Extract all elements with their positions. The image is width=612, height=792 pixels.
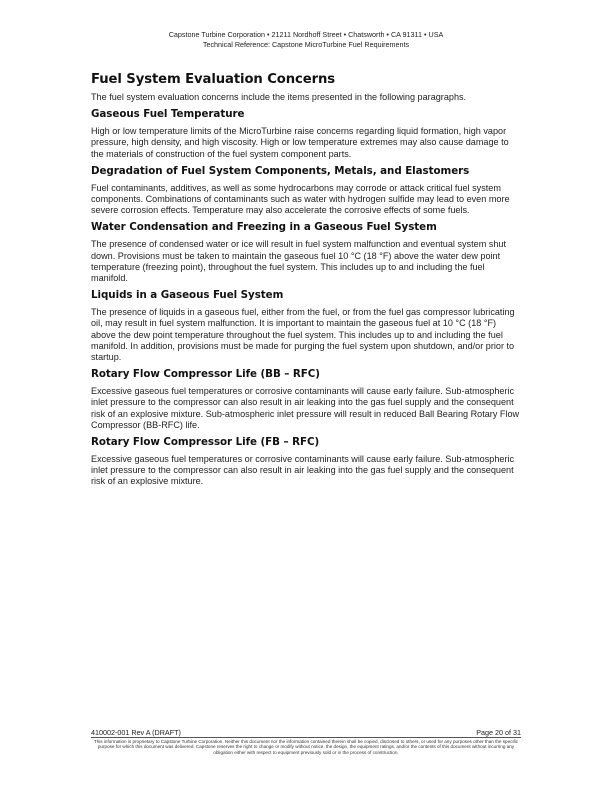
section-heading-rfc-bb: Rotary Flow Compressor Life (BB – RFC) <box>91 368 320 381</box>
footer-disclaimer: This information is proprietary to Capstone Turbine Corporation. Neither this document nor the information contained therein shall be copied, disclosed to others, or used for any purposes other than the specific purpose for which this document was delivered. Capstone reserves the right to change or modify without notice, the design, the equipment ratings, and/or the contents of this document without incurring any obligation either with respect to equipment previously sold or in the process of construction. <box>93 739 519 755</box>
section-body-gaseous-fuel-temperature: High or low temperature limits of the MicroTurbine raise concerns regarding liquid formation, high vapor pressure, high density, and high viscosity. High or low temperature extremes may also cause damage to the materials of construction of the fuel system component parts. <box>91 126 509 159</box>
section-heading-liquids: Liquids in a Gaseous Fuel System <box>91 289 284 302</box>
section-heading-water-condensation: Water Condensation and Freezing in a Gaseous Fuel System <box>91 221 437 234</box>
section-body-rfc-fb: Excessive gaseous fuel temperatures or corrosive contaminants will cause early failure. Sub-atmospheric inlet pressure to the compressor can also result in air leaking into the gas fuel supply and the consequent risk of an explosive mixture. <box>91 454 515 487</box>
footer-page-number: Page 20 of 31 <box>476 728 521 737</box>
document-body <box>91 72 521 493</box>
section-heading-gaseous-fuel-temperature: Gaseous Fuel Temperature <box>91 108 245 121</box>
section-body-liquids: The presence of liquids in a gaseous fuel, either from the fuel, or from the fuel gas compressor lubricating oil, may result in fuel system malfunction. It is important to maintain the gaseous fuel at 10 °C (18 °F) above the dew point temperature throughout the fuel system. This includes up to and including the fuel manifold. In addition, provisions must be made for purging the fuel system upon shutdown, and/or prior to startup. <box>91 307 515 363</box>
section-heading-rfc-fb: Rotary Flow Compressor Life (FB – RFC) <box>91 436 320 449</box>
header-reference-line: Technical Reference: Capstone MicroTurbine Fuel Requirements <box>202 40 410 49</box>
page-header <box>0 30 612 50</box>
section-body-water-condensation: The presence of condensed water or ice will result in fuel system malfunction and eventual system shut down. Provisions must be taken to maintain the gaseous fuel 10 °C (18 °F) above the water dew point temperature (freezing point), throughout the fuel system. This includes up to and including the fuel manifold. <box>91 239 506 284</box>
section-body-degradation: Fuel contaminants, additives, as well as some hydrocarbons may corrode or attack critical fuel system components. Combinations of contaminants such as water with hydrogen sulfide may lead to even more severe corrosion effects. Temperature may also accelerate the corrosive effects of some fuels. <box>91 182 510 216</box>
header-company-line: Capstone Turbine Corporation • 21211 Nordhoff Street • Chatsworth • CA 91311 • USA <box>168 30 444 39</box>
page-title: Fuel System Evaluation Concerns <box>91 72 336 87</box>
section-heading-degradation: Degradation of Fuel System Components, Metals, and Elastomers <box>91 164 470 177</box>
intro-paragraph: The fuel system evaluation concerns include the items presented in the following paragraphs. <box>91 92 467 102</box>
section-body-rfc-bb: Excessive gaseous fuel temperatures or corrosive contaminants will cause early failure. Sub-atmospheric inlet pressure to the compressor can also result in air leaking into the gas fuel supply and the consequent risk of an explosive mixture. Sub-atmospheric inlet pressure will result in reduced Ball Bearing Rotary Flow Compressor (BB-RFC) life. <box>91 386 520 430</box>
footer-doc-number: 410002-001 Rev A (DRAFT) <box>91 728 181 737</box>
footer-divider <box>91 737 521 738</box>
